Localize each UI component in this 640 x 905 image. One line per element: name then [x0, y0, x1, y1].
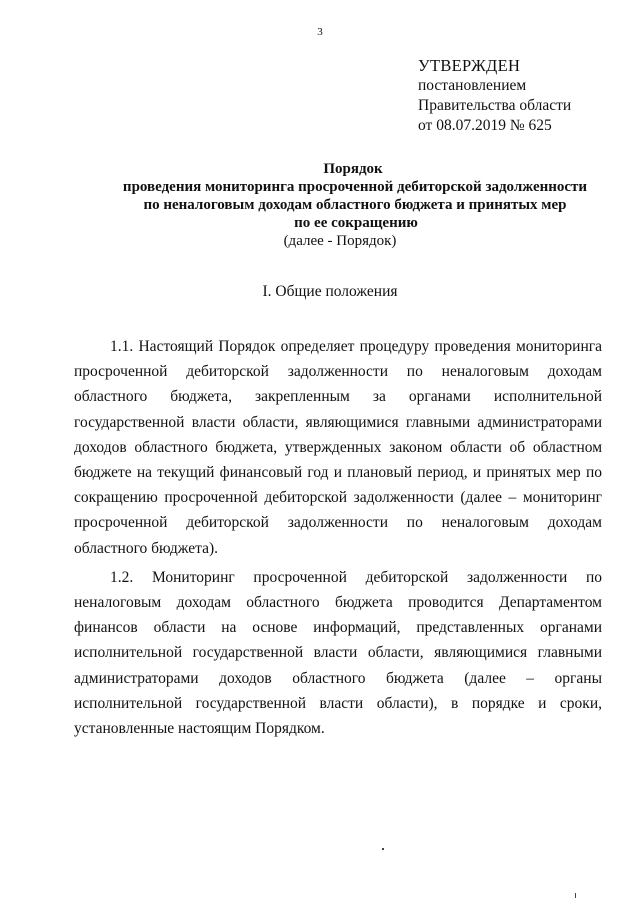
title-line-1: Порядок [323, 161, 383, 177]
approval-line-resolution: постановлением [418, 77, 527, 94]
page-number: 3 [317, 26, 323, 38]
title-line-4: по ее сокращению [294, 215, 418, 231]
paragraph-1-2: 1.2. Мониторинг просроченной дебиторской задолженности по неналоговым доходам областного бюджета проводится Департаментом финансов области на основе информаций, представленных органами исполнительной государственной власти области, являющимися главными администраторами доходов областного бюджета (далее – органы исполнительной государственной власти области), в порядке и сроки, установленные настоящим Порядком. [74, 568, 602, 738]
approval-line-date: от 08.07.2019 № 625 [418, 117, 552, 134]
section-heading: I. Общие положения [262, 283, 398, 300]
scan-speck [575, 893, 576, 898]
title-line-3: по неналоговым доходам областного бюджета и принятых мер [143, 197, 567, 213]
approval-stamp [418, 56, 628, 136]
title-line-5: (далее - Порядок) [283, 233, 397, 249]
document-title [0, 160, 640, 250]
approval-line-government: Правительства области [418, 97, 572, 114]
scan-speck [382, 848, 384, 850]
body-text [74, 334, 602, 741]
title-line-2: проведения мониторинга просроченной дебиторской задолженности [122, 179, 588, 195]
paragraph-1-1: 1.1. Настоящий Порядок определяет процедуру проведения мониторинга просроченной дебиторской задолженности по неналоговым доходам областного бюджета, закрепленным за органами исполнительной государственной власти области, являющимися главными администраторами доходов областного бюджета, утвержденных законом области об областном бюджете на текущий финансовый год и плановый период, и принятых мер по сокращению просроченной дебиторской задолженности (далее – мониторинг просроченной дебиторской задолженности по неналоговым доходам областного бюджета). [74, 338, 602, 557]
approved-label: УТВЕРЖДЕН [418, 56, 521, 75]
